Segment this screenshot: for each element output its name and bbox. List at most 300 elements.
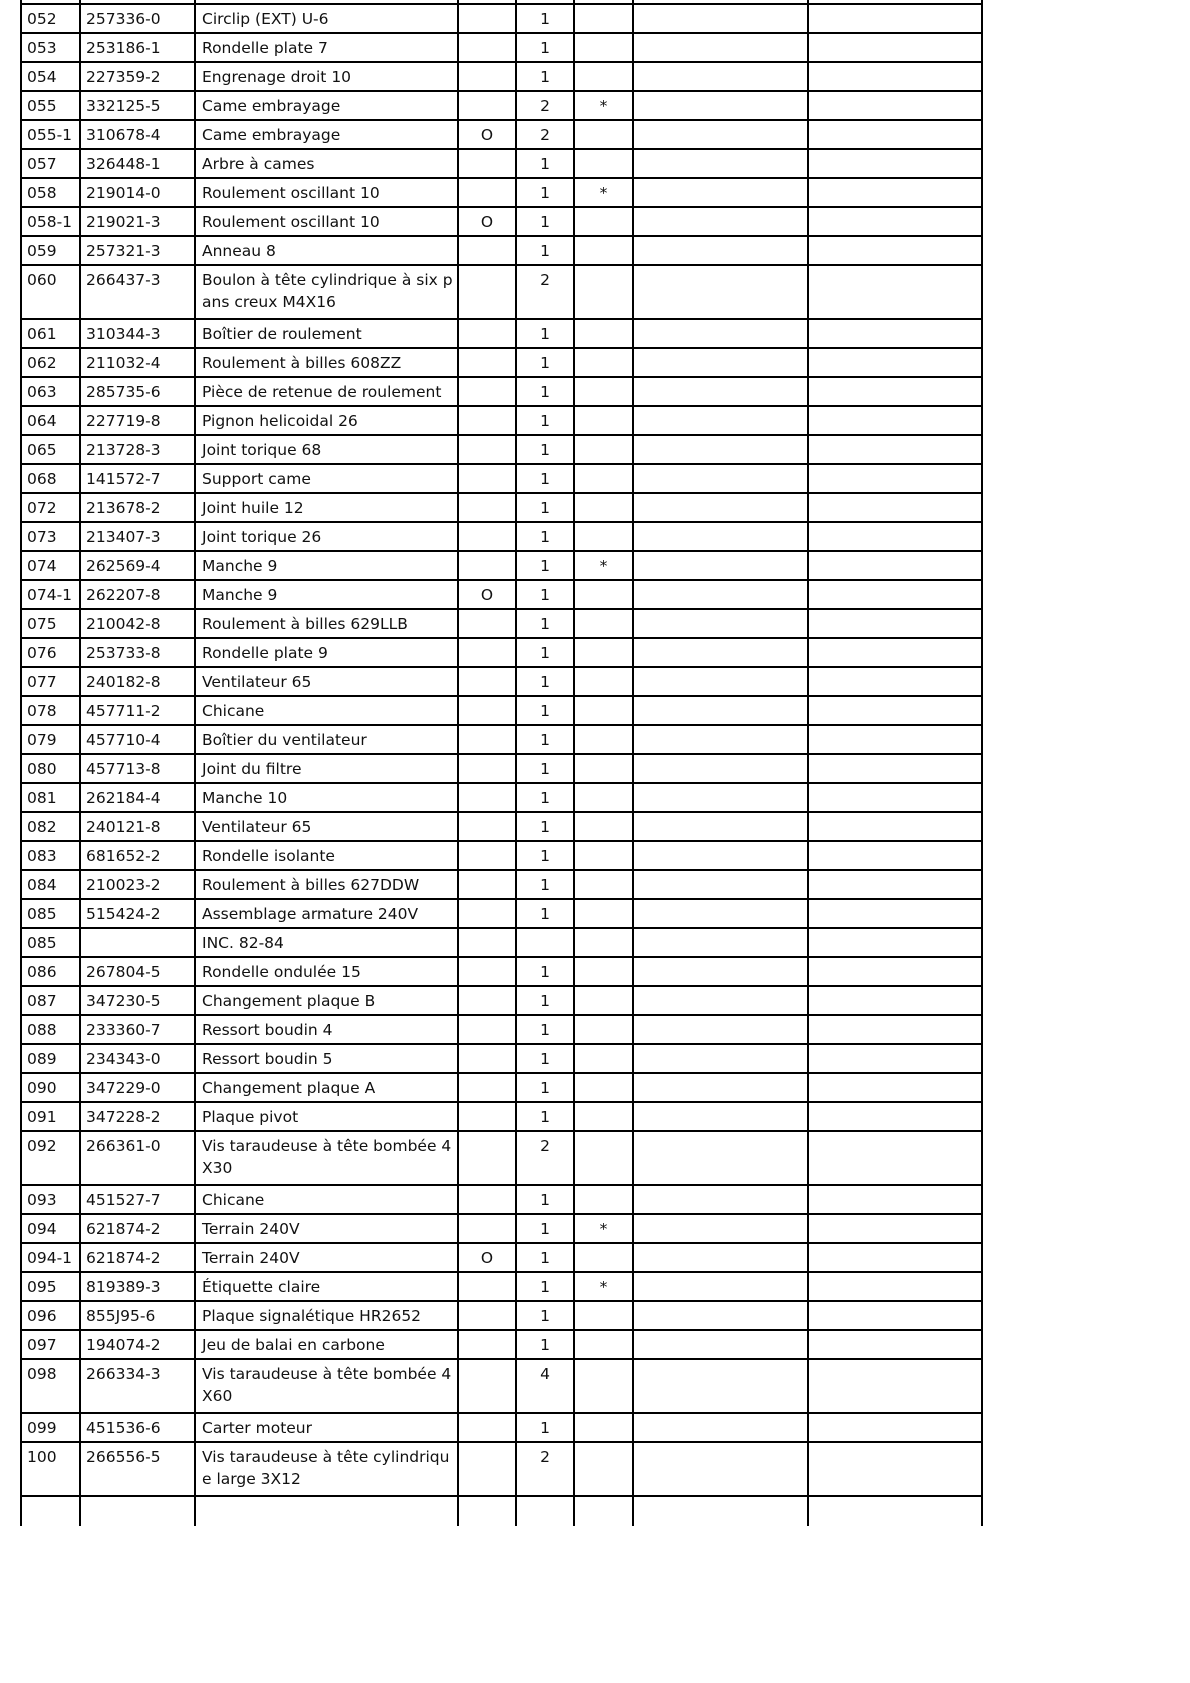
item-number-cell: 087 bbox=[21, 986, 80, 1015]
part-number-cell: 621874-2 bbox=[80, 1214, 195, 1243]
quantity-cell: 1 bbox=[516, 1102, 574, 1131]
mark-cell bbox=[574, 841, 633, 870]
note-cell bbox=[808, 1272, 982, 1301]
option-cell bbox=[458, 493, 516, 522]
part-number-cell: 210042-8 bbox=[80, 609, 195, 638]
mark-cell bbox=[574, 207, 633, 236]
item-number-cell: 091 bbox=[21, 1102, 80, 1131]
quantity-cell: 2 bbox=[516, 1442, 574, 1496]
mark-cell: * bbox=[574, 551, 633, 580]
item-number-cell: 054 bbox=[21, 62, 80, 91]
description-cell: Arbre à cames bbox=[195, 149, 458, 178]
item-number-cell: 100 bbox=[21, 1442, 80, 1496]
part-number-cell: 213678-2 bbox=[80, 493, 195, 522]
part-number-cell: 266334-3 bbox=[80, 1359, 195, 1413]
description-cell: Ventilateur 65 bbox=[195, 667, 458, 696]
table-row bbox=[21, 1131, 982, 1185]
table-row bbox=[21, 754, 982, 783]
table-row bbox=[21, 377, 982, 406]
mark-cell bbox=[574, 870, 633, 899]
option-cell bbox=[458, 236, 516, 265]
part-number-cell: 855J95-6 bbox=[80, 1301, 195, 1330]
note-cell bbox=[808, 91, 982, 120]
item-number-cell: 055-1 bbox=[21, 120, 80, 149]
option-cell bbox=[458, 754, 516, 783]
note-cell bbox=[633, 435, 808, 464]
mark-cell bbox=[574, 120, 633, 149]
note-cell bbox=[633, 1272, 808, 1301]
note-cell bbox=[633, 265, 808, 319]
description-cell: Roulement oscillant 10 bbox=[195, 207, 458, 236]
description-cell: Boîtier du ventilateur bbox=[195, 725, 458, 754]
option-cell bbox=[458, 406, 516, 435]
mark-cell bbox=[574, 812, 633, 841]
quantity-cell: 1 bbox=[516, 870, 574, 899]
quantity-cell: 2 bbox=[516, 91, 574, 120]
item-number-cell: 080 bbox=[21, 754, 80, 783]
table-row bbox=[21, 928, 982, 957]
item-number-cell: 078 bbox=[21, 696, 80, 725]
option-cell bbox=[458, 33, 516, 62]
note-cell bbox=[633, 1330, 808, 1359]
item-number-cell: 093 bbox=[21, 1185, 80, 1214]
option-cell bbox=[458, 667, 516, 696]
note-cell bbox=[633, 1131, 808, 1185]
description-cell: Plaque signalétique HR2652 bbox=[195, 1301, 458, 1330]
table-row bbox=[21, 149, 982, 178]
table-row bbox=[21, 667, 982, 696]
mark-cell bbox=[574, 725, 633, 754]
note-cell bbox=[633, 1442, 808, 1496]
item-number-cell: 085 bbox=[21, 928, 80, 957]
part-number-cell: 234343-0 bbox=[80, 1044, 195, 1073]
quantity-cell bbox=[516, 928, 574, 957]
part-number-cell: 310344-3 bbox=[80, 319, 195, 348]
item-number-cell: 073 bbox=[21, 522, 80, 551]
quantity-cell: 1 bbox=[516, 957, 574, 986]
description-cell: Chicane bbox=[195, 1185, 458, 1214]
mark-cell: * bbox=[574, 91, 633, 120]
note-cell bbox=[633, 783, 808, 812]
item-number-cell: 063 bbox=[21, 377, 80, 406]
note-cell bbox=[633, 957, 808, 986]
part-number-cell: 266437-3 bbox=[80, 265, 195, 319]
part-number-cell: 219021-3 bbox=[80, 207, 195, 236]
note-cell bbox=[633, 1073, 808, 1102]
note-cell bbox=[808, 1015, 982, 1044]
option-cell bbox=[458, 928, 516, 957]
mark-cell bbox=[574, 1359, 633, 1413]
quantity-cell: 1 bbox=[516, 1073, 574, 1102]
note-cell bbox=[633, 62, 808, 91]
mark-cell: * bbox=[574, 1272, 633, 1301]
table-row bbox=[21, 435, 982, 464]
note-cell bbox=[808, 207, 982, 236]
description-cell: Support came bbox=[195, 464, 458, 493]
table-row bbox=[21, 265, 982, 319]
note-cell bbox=[633, 1185, 808, 1214]
description-cell: Vis taraudeuse à tête cylindrique large 3X12 bbox=[195, 1442, 458, 1496]
description-cell: Circlip (EXT) U-6 bbox=[195, 4, 458, 33]
note-cell bbox=[633, 1243, 808, 1272]
option-cell bbox=[458, 1359, 516, 1413]
table-row bbox=[21, 406, 982, 435]
note-cell bbox=[808, 754, 982, 783]
empty-cell bbox=[808, 1496, 982, 1526]
note-cell bbox=[808, 435, 982, 464]
quantity-cell: 1 bbox=[516, 435, 574, 464]
item-number-cell: 077 bbox=[21, 667, 80, 696]
note-cell bbox=[633, 754, 808, 783]
quantity-cell: 4 bbox=[516, 1359, 574, 1413]
note-cell bbox=[633, 1359, 808, 1413]
table-row bbox=[21, 812, 982, 841]
table-row bbox=[21, 33, 982, 62]
table-row bbox=[21, 1359, 982, 1413]
note-cell bbox=[808, 149, 982, 178]
note-cell bbox=[808, 319, 982, 348]
note-cell bbox=[808, 638, 982, 667]
description-cell: Manche 9 bbox=[195, 580, 458, 609]
option-cell bbox=[458, 1044, 516, 1073]
quantity-cell: 1 bbox=[516, 207, 574, 236]
option-cell bbox=[458, 1073, 516, 1102]
quantity-cell: 1 bbox=[516, 236, 574, 265]
part-number-cell: 210023-2 bbox=[80, 870, 195, 899]
mark-cell bbox=[574, 638, 633, 667]
option-cell: O bbox=[458, 207, 516, 236]
quantity-cell: 1 bbox=[516, 1015, 574, 1044]
part-number-cell: 267804-5 bbox=[80, 957, 195, 986]
description-cell: Vis taraudeuse à tête bombée 4X60 bbox=[195, 1359, 458, 1413]
note-cell bbox=[633, 319, 808, 348]
item-number-cell: 082 bbox=[21, 812, 80, 841]
option-cell bbox=[458, 91, 516, 120]
option-cell bbox=[458, 435, 516, 464]
description-cell: Changement plaque A bbox=[195, 1073, 458, 1102]
mark-cell bbox=[574, 1131, 633, 1185]
table-row bbox=[21, 638, 982, 667]
mark-cell bbox=[574, 754, 633, 783]
item-number-cell: 075 bbox=[21, 609, 80, 638]
mark-cell bbox=[574, 609, 633, 638]
description-cell: Joint torique 68 bbox=[195, 435, 458, 464]
mark-cell bbox=[574, 493, 633, 522]
note-cell bbox=[808, 783, 982, 812]
option-cell bbox=[458, 1272, 516, 1301]
quantity-cell: 1 bbox=[516, 725, 574, 754]
note-cell bbox=[633, 464, 808, 493]
item-number-cell: 072 bbox=[21, 493, 80, 522]
description-cell: Ressort boudin 5 bbox=[195, 1044, 458, 1073]
table-row bbox=[21, 899, 982, 928]
note-cell bbox=[808, 1359, 982, 1413]
table-row bbox=[21, 783, 982, 812]
mark-cell bbox=[574, 348, 633, 377]
note-cell bbox=[808, 696, 982, 725]
table-row bbox=[21, 178, 982, 207]
option-cell bbox=[458, 899, 516, 928]
table-row bbox=[21, 1214, 982, 1243]
option-cell bbox=[458, 319, 516, 348]
item-number-cell: 081 bbox=[21, 783, 80, 812]
part-number-cell: 211032-4 bbox=[80, 348, 195, 377]
table-row bbox=[21, 62, 982, 91]
option-cell bbox=[458, 1413, 516, 1442]
option-cell bbox=[458, 377, 516, 406]
note-cell bbox=[808, 928, 982, 957]
item-number-cell: 083 bbox=[21, 841, 80, 870]
note-cell bbox=[633, 638, 808, 667]
description-cell: Étiquette claire bbox=[195, 1272, 458, 1301]
table-row bbox=[21, 870, 982, 899]
part-number-cell: 347228-2 bbox=[80, 1102, 195, 1131]
empty-cell bbox=[633, 1496, 808, 1526]
mark-cell bbox=[574, 667, 633, 696]
part-number-cell: 194074-2 bbox=[80, 1330, 195, 1359]
mark-cell bbox=[574, 580, 633, 609]
description-cell: Engrenage droit 10 bbox=[195, 62, 458, 91]
note-cell bbox=[808, 667, 982, 696]
note-cell bbox=[633, 348, 808, 377]
note-cell bbox=[633, 609, 808, 638]
option-cell bbox=[458, 1330, 516, 1359]
option-cell bbox=[458, 725, 516, 754]
table-row bbox=[21, 609, 982, 638]
table-row bbox=[21, 207, 982, 236]
part-number-cell: 257321-3 bbox=[80, 236, 195, 265]
part-number-cell: 141572-7 bbox=[80, 464, 195, 493]
note-cell bbox=[633, 493, 808, 522]
description-cell: Manche 9 bbox=[195, 551, 458, 580]
quantity-cell: 1 bbox=[516, 1214, 574, 1243]
description-cell: Roulement à billes 629LLB bbox=[195, 609, 458, 638]
note-cell bbox=[808, 406, 982, 435]
part-number-cell: 451536-6 bbox=[80, 1413, 195, 1442]
part-number-cell: 285735-6 bbox=[80, 377, 195, 406]
item-number-cell: 064 bbox=[21, 406, 80, 435]
item-number-cell: 058-1 bbox=[21, 207, 80, 236]
description-cell: Changement plaque B bbox=[195, 986, 458, 1015]
quantity-cell: 1 bbox=[516, 377, 574, 406]
note-cell bbox=[633, 4, 808, 33]
item-number-cell: 057 bbox=[21, 149, 80, 178]
description-cell: Chicane bbox=[195, 696, 458, 725]
mark-cell bbox=[574, 928, 633, 957]
table-row bbox=[21, 1301, 982, 1330]
table-row bbox=[21, 319, 982, 348]
description-cell: Rondelle isolante bbox=[195, 841, 458, 870]
option-cell: O bbox=[458, 1243, 516, 1272]
quantity-cell: 1 bbox=[516, 464, 574, 493]
description-cell: Joint huile 12 bbox=[195, 493, 458, 522]
part-number-cell: 451527-7 bbox=[80, 1185, 195, 1214]
quantity-cell: 1 bbox=[516, 986, 574, 1015]
item-number-cell: 059 bbox=[21, 236, 80, 265]
mark-cell bbox=[574, 319, 633, 348]
note-cell bbox=[808, 957, 982, 986]
table-row bbox=[21, 841, 982, 870]
empty-cell bbox=[195, 1496, 458, 1526]
option-cell bbox=[458, 62, 516, 91]
part-number-cell: 213728-3 bbox=[80, 435, 195, 464]
empty-cell bbox=[80, 1496, 195, 1526]
table-row bbox=[21, 1185, 982, 1214]
mark-cell: * bbox=[574, 178, 633, 207]
note-cell bbox=[808, 580, 982, 609]
empty-cell bbox=[458, 1496, 516, 1526]
quantity-cell: 1 bbox=[516, 178, 574, 207]
part-number-cell: 257336-0 bbox=[80, 4, 195, 33]
description-cell: Came embrayage bbox=[195, 91, 458, 120]
option-cell bbox=[458, 812, 516, 841]
table-row bbox=[21, 1442, 982, 1496]
option-cell bbox=[458, 464, 516, 493]
part-number-cell: 347229-0 bbox=[80, 1073, 195, 1102]
part-number-cell: 819389-3 bbox=[80, 1272, 195, 1301]
description-cell: Terrain 240V bbox=[195, 1243, 458, 1272]
note-cell bbox=[633, 149, 808, 178]
note-cell bbox=[808, 1330, 982, 1359]
mark-cell bbox=[574, 33, 633, 62]
mark-cell: * bbox=[574, 1214, 633, 1243]
part-number-cell: 326448-1 bbox=[80, 149, 195, 178]
table-row bbox=[21, 120, 982, 149]
table-row bbox=[21, 493, 982, 522]
note-cell bbox=[633, 870, 808, 899]
note-cell bbox=[633, 377, 808, 406]
note-cell bbox=[633, 696, 808, 725]
item-number-cell: 096 bbox=[21, 1301, 80, 1330]
description-cell: Manche 10 bbox=[195, 783, 458, 812]
note-cell bbox=[633, 986, 808, 1015]
part-number-cell: 262184-4 bbox=[80, 783, 195, 812]
quantity-cell: 1 bbox=[516, 319, 574, 348]
note-cell bbox=[808, 725, 982, 754]
table-row bbox=[21, 986, 982, 1015]
option-cell bbox=[458, 1131, 516, 1185]
description-cell: Rondelle plate 9 bbox=[195, 638, 458, 667]
mark-cell bbox=[574, 783, 633, 812]
table-row bbox=[21, 1272, 982, 1301]
note-cell bbox=[808, 1243, 982, 1272]
note-cell bbox=[633, 899, 808, 928]
note-cell bbox=[808, 812, 982, 841]
table-row bbox=[21, 348, 982, 377]
option-cell bbox=[458, 1185, 516, 1214]
note-cell bbox=[808, 236, 982, 265]
mark-cell bbox=[574, 464, 633, 493]
table-continuation-bottom bbox=[21, 1496, 982, 1526]
description-cell: INC. 82-84 bbox=[195, 928, 458, 957]
option-cell bbox=[458, 348, 516, 377]
mark-cell bbox=[574, 377, 633, 406]
part-number-cell: 253186-1 bbox=[80, 33, 195, 62]
item-number-cell: 097 bbox=[21, 1330, 80, 1359]
note-cell bbox=[808, 120, 982, 149]
option-cell bbox=[458, 696, 516, 725]
quantity-cell: 1 bbox=[516, 841, 574, 870]
quantity-cell: 1 bbox=[516, 551, 574, 580]
part-number-cell: 219014-0 bbox=[80, 178, 195, 207]
note-cell bbox=[808, 870, 982, 899]
table-row bbox=[21, 1413, 982, 1442]
note-cell bbox=[633, 236, 808, 265]
note-cell bbox=[808, 1442, 982, 1496]
table-row bbox=[21, 551, 982, 580]
note-cell bbox=[633, 812, 808, 841]
part-number-cell: 332125-5 bbox=[80, 91, 195, 120]
note-cell bbox=[808, 1102, 982, 1131]
description-cell: Roulement à billes 627DDW bbox=[195, 870, 458, 899]
mark-cell bbox=[574, 522, 633, 551]
mark-cell bbox=[574, 236, 633, 265]
note-cell bbox=[808, 265, 982, 319]
option-cell bbox=[458, 178, 516, 207]
note-cell bbox=[808, 1301, 982, 1330]
option-cell bbox=[458, 1015, 516, 1044]
item-number-cell: 084 bbox=[21, 870, 80, 899]
part-number-cell: 262569-4 bbox=[80, 551, 195, 580]
description-cell: Pièce de retenue de roulement bbox=[195, 377, 458, 406]
quantity-cell: 1 bbox=[516, 522, 574, 551]
item-number-cell: 068 bbox=[21, 464, 80, 493]
description-cell: Ressort boudin 4 bbox=[195, 1015, 458, 1044]
item-number-cell: 053 bbox=[21, 33, 80, 62]
note-cell bbox=[633, 522, 808, 551]
mark-cell bbox=[574, 406, 633, 435]
note-cell bbox=[633, 1015, 808, 1044]
description-cell: Roulement oscillant 10 bbox=[195, 178, 458, 207]
item-number-cell: 076 bbox=[21, 638, 80, 667]
part-number-cell bbox=[80, 928, 195, 957]
part-number-cell: 262207-8 bbox=[80, 580, 195, 609]
note-cell bbox=[808, 1073, 982, 1102]
mark-cell bbox=[574, 4, 633, 33]
option-cell: O bbox=[458, 120, 516, 149]
note-cell bbox=[808, 1131, 982, 1185]
note-cell bbox=[808, 377, 982, 406]
table-row bbox=[21, 1330, 982, 1359]
option-cell bbox=[458, 986, 516, 1015]
note-cell bbox=[633, 841, 808, 870]
mark-cell bbox=[574, 1442, 633, 1496]
part-number-cell: 457710-4 bbox=[80, 725, 195, 754]
option-cell bbox=[458, 149, 516, 178]
quantity-cell: 1 bbox=[516, 638, 574, 667]
description-cell: Assemblage armature 240V bbox=[195, 899, 458, 928]
table-row bbox=[21, 725, 982, 754]
mark-cell bbox=[574, 1015, 633, 1044]
option-cell bbox=[458, 638, 516, 667]
note-cell bbox=[633, 928, 808, 957]
empty-cell bbox=[21, 1496, 80, 1526]
note-cell bbox=[808, 178, 982, 207]
item-number-cell: 065 bbox=[21, 435, 80, 464]
note-cell bbox=[808, 62, 982, 91]
item-number-cell: 055 bbox=[21, 91, 80, 120]
quantity-cell: 1 bbox=[516, 149, 574, 178]
part-number-cell: 457713-8 bbox=[80, 754, 195, 783]
note-cell bbox=[633, 207, 808, 236]
note-cell bbox=[633, 178, 808, 207]
note-cell bbox=[808, 1214, 982, 1243]
quantity-cell: 1 bbox=[516, 62, 574, 91]
part-number-cell: 681652-2 bbox=[80, 841, 195, 870]
quantity-cell: 1 bbox=[516, 33, 574, 62]
option-cell bbox=[458, 1102, 516, 1131]
note-cell bbox=[808, 522, 982, 551]
